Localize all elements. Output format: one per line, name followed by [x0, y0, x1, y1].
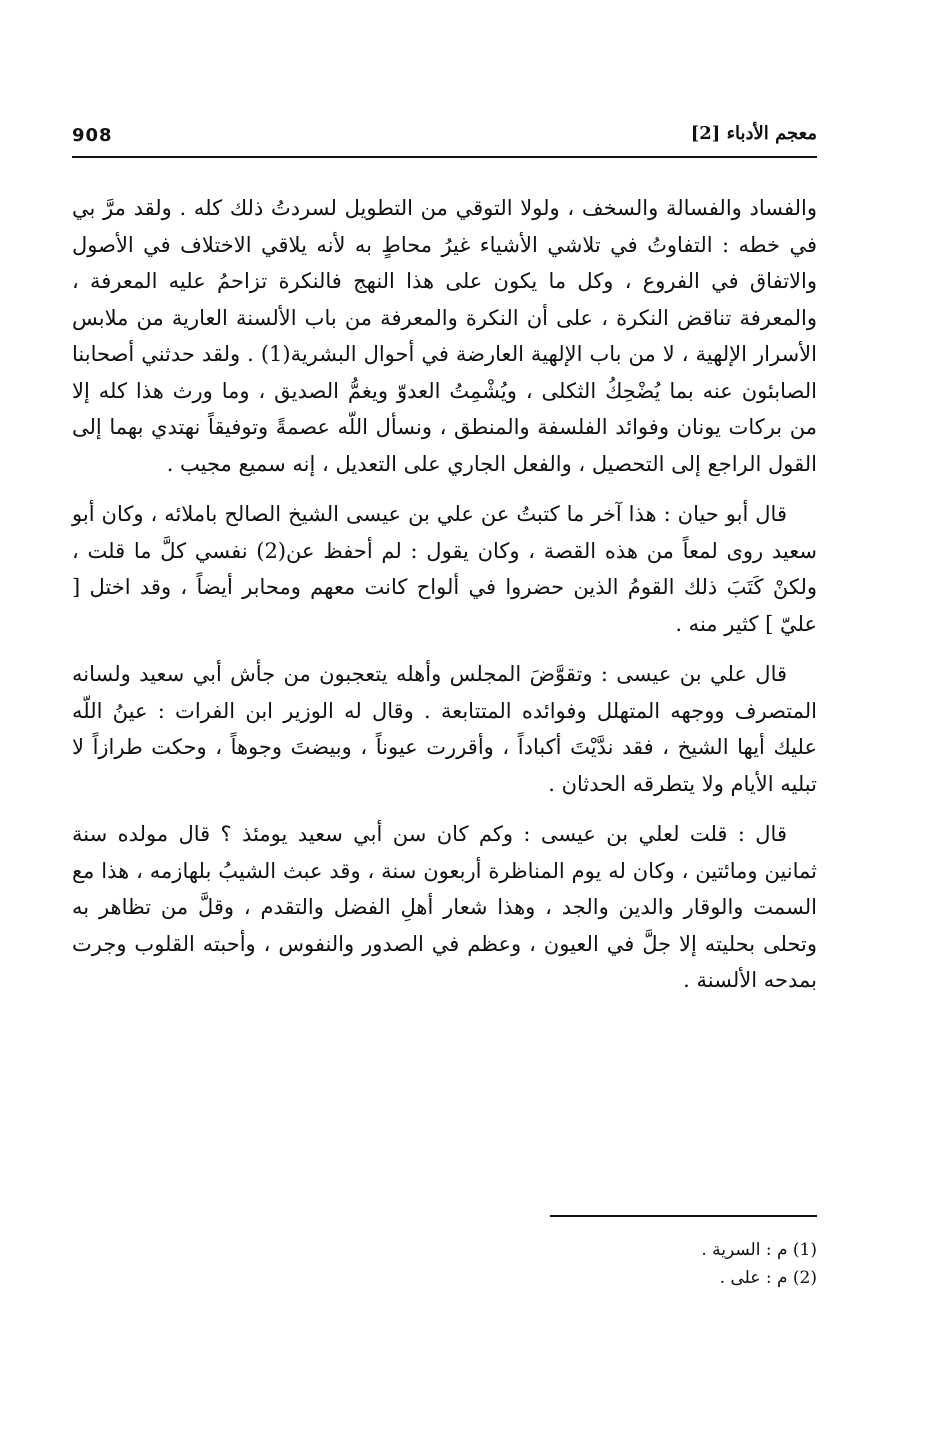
- footnote-2: (2) م : على .: [719, 1268, 817, 1288]
- paragraph-2: قال أبو حيان : هذا آخر ما كتبتُ عن علي بن عيسى الشيخ الصالح باملائه ، وكان أبو سعيد روى لمعاً من هذه القصة ، وكان يقول : لم أحفظ عن(2) نفسي كلَّ ما قلت ، ولكنْ كَتَبَ ذلك القومُ الذين حضروا في ألواح كانت معهم ومحابر أيضاً ، وقد اختل [ عليّ ] كثير منه .: [72, 502, 817, 636]
- footnote-1: (1) م : السرية .: [701, 1240, 817, 1260]
- footnote-rule: [550, 1215, 817, 1217]
- running-title: معجم الأدباء [2]: [690, 123, 817, 144]
- footnotes: [417, 1236, 817, 1292]
- paragraph-4: قال : قلت لعلي بن عيسى : وكم كان سن أبي سعيد يومئذ ؟ قال مولده سنة ثمانين ومائتين ، وكان له يوم المناظرة أربعون سنة ، وقد عبث الشيبُ بلهازمه ، هذا مع السمت والوقار والدين والجد ، وهذا شعار أهلِ الفضل والتقدم ، وقلَّ من تظاهر به وتحلى بحليته إلا جلَّ في العيون ، وعظم في الصدور والنفوس ، وأحبته القلوب وجرت بمدحه الألسنة .: [72, 822, 817, 992]
- header-rule: [72, 156, 817, 158]
- page-number: 908: [72, 125, 113, 146]
- paragraph-1: والفساد والفسالة والسخف ، ولولا التوقي من التطويل لسردتُ ذلك كله . ولقد مرَّ بي في خطه : التفاوتُ في تلاشي الأشياء غيرُ محاطٍ به لأنه يلاقي الاختلاف في الأصول والاتفاق في الفروع ، وكل ما يكون على هذا النهج فالنكرة تزاحمُ عليه المعرفة ، والمعرفة تناقض النكرة ، على أن النكرة والمعرفة من باب الألسنة العارية من ملابس الأسرار الإلهية ، لا من باب الإلهية العارضة في أحوال البشرية(1) . ولقد حدثني أصحابنا الصابئون عنه بما يُضْحِكُ الثكلى ، ويُشْمِتُ العدوّ ويغمُّ الصديق ، وما ورث هذا كله إلا من بركات يونان وفوائد الفلسفة والمنطق ، ونسأل اللّه عصمةً وتوفيقاً نهتدي بهما إلى القول الراجع إلى التحصيل ، والفعل الجاري على التعديل ، إنه سميع مجيب .: [72, 196, 817, 476]
- page-header: [72, 125, 817, 155]
- body-text: [72, 190, 817, 1013]
- paragraph-3: قال علي بن عيسى : وتقوَّضَ المجلس وأهله يتعجبون من جأش أبي سعيد ولسانه المتصرف ووجهه المتهلل وفوائده المتتابعة . وقال له الوزير ابن الفرات : عينُ اللّه عليك أيها الشيخ ، فقد ندَّيْتَ أكباداً ، وأقررت عيوناً ، وبيضتَ وجوهاً ، وحكت طرازاً لا تبليه الأيام ولا يتطرقه الحدثان .: [72, 662, 817, 796]
